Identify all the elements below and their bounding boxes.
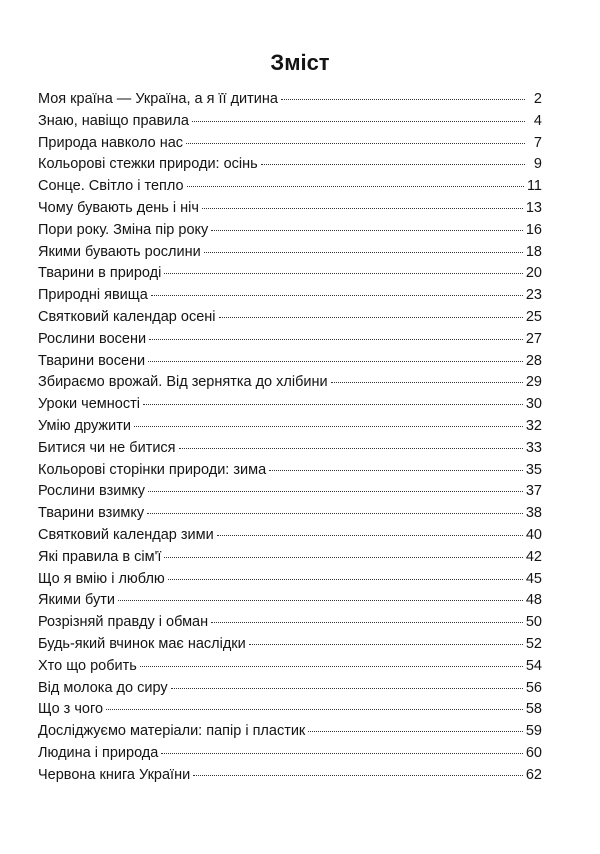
toc-entry (38, 220, 542, 242)
toc-leader-dots (148, 491, 523, 492)
toc-entry-page: 25 (525, 308, 542, 325)
toc-leader-dots (193, 775, 523, 776)
toc-entry-page: 62 (525, 766, 542, 783)
toc-entry (38, 460, 542, 482)
toc-entry-page: 7 (533, 134, 542, 151)
toc-entry (38, 721, 542, 743)
toc-entry-title: Святковий календар осені (38, 308, 216, 325)
toc-entry-page: 18 (525, 243, 542, 260)
toc-entry (38, 372, 542, 394)
toc-entry-title: Тварини в природі (38, 265, 162, 282)
toc-leader-dots (147, 513, 523, 514)
toc-entry-page: 45 (525, 570, 542, 587)
toc-entry-title: Чому бувають день і ніч (38, 199, 199, 216)
toc-entry-title: Якими бувають рослини (38, 243, 201, 260)
page-title: Зміст (270, 50, 330, 75)
toc-entry-page: 54 (525, 657, 542, 674)
toc-entry-page: 38 (525, 505, 542, 522)
toc-entry-title: Природні явища (38, 287, 148, 304)
toc-entry (38, 111, 542, 133)
toc-entry-page: 20 (525, 265, 542, 282)
toc-entry-title: Пори року. Зміна пір року (38, 221, 209, 238)
toc-entry (38, 198, 542, 220)
toc-entry (38, 416, 542, 438)
toc-entry-title: Сонце. Світло і тепло (38, 178, 184, 195)
toc-entry (38, 307, 542, 329)
toc-entry (38, 263, 542, 285)
toc-entry (38, 743, 542, 765)
toc-entry-page: 32 (525, 417, 542, 434)
toc-entry-page: 40 (525, 526, 542, 543)
toc-entry (38, 525, 542, 547)
toc-leader-dots (143, 404, 523, 405)
toc-entry-title: Святковий календар зими (38, 526, 214, 543)
toc-entry (38, 176, 542, 198)
toc-leader-dots (164, 557, 522, 558)
toc-leader-dots (151, 295, 523, 296)
toc-leader-dots (192, 121, 525, 122)
toc-leader-dots (168, 579, 523, 580)
toc-entry (38, 481, 542, 503)
toc-entry-title: Рослини взимку (38, 483, 146, 500)
toc-entry-title: Розрізняй правду і обман (38, 614, 209, 631)
toc-entry-page: 56 (525, 679, 542, 696)
toc-entry-title: Рослини восени (38, 330, 147, 347)
toc-entry-page: 58 (525, 701, 542, 718)
toc-entry-title: Що з чого (38, 701, 104, 718)
toc-entry-title: Що я вмію і люблю (38, 570, 165, 587)
toc-entry-page: 16 (525, 221, 542, 238)
toc-leader-dots (281, 99, 525, 100)
toc-entry (38, 656, 542, 678)
toc-entry (38, 590, 542, 612)
toc-leader-dots (134, 426, 523, 427)
toc-entry (38, 285, 542, 307)
toc-leader-dots (308, 731, 523, 732)
toc-entry-page: 42 (525, 548, 542, 565)
toc-entry (38, 569, 542, 591)
toc-entry (38, 765, 542, 787)
toc-entry (38, 329, 542, 351)
toc-entry-title: Тварини взимку (38, 505, 145, 522)
toc-entry-title: Досліджуємо матеріали: папір і пластик (38, 723, 306, 740)
toc-entry-page: 52 (525, 635, 542, 652)
toc-entry-title: Кольорові сторінки природи: зима (38, 461, 267, 478)
toc-entry (38, 612, 542, 634)
table-of-contents (38, 89, 542, 787)
toc-entry-page: 35 (525, 461, 542, 478)
toc-leader-dots (106, 709, 523, 710)
toc-entry-title: Знаю, навіщо правила (38, 112, 189, 129)
toc-entry (38, 503, 542, 525)
toc-leader-dots (331, 382, 523, 383)
toc-entry-page: 27 (525, 330, 542, 347)
toc-entry-page: 4 (533, 112, 542, 129)
toc-entry-page: 11 (526, 178, 542, 195)
toc-entry-title: Кольорові стежки природи: осінь (38, 156, 258, 173)
toc-leader-dots (219, 317, 523, 318)
toc-leader-dots (211, 230, 523, 231)
toc-entry-page: 33 (525, 439, 542, 456)
toc-entry-page: 59 (525, 723, 542, 740)
toc-entry-title: Природа навколо нас (38, 134, 184, 151)
toc-entry-title: Якими бути (38, 592, 115, 609)
toc-entry-title: Моя країна — Україна, а я її дитина (38, 91, 278, 107)
toc-leader-dots (171, 688, 523, 689)
toc-entry-page: 23 (525, 287, 542, 304)
toc-leader-dots (179, 448, 523, 449)
toc-leader-dots (202, 208, 523, 209)
toc-leader-dots (269, 470, 523, 471)
toc-entry-page: 60 (525, 744, 542, 761)
toc-entry-page: 9 (533, 156, 542, 173)
toc-leader-dots (164, 273, 522, 274)
toc-leader-dots (161, 753, 523, 754)
toc-entry-title: Уроки чемності (38, 396, 140, 413)
toc-leader-dots (140, 666, 523, 667)
toc-leader-dots (118, 600, 523, 601)
toc-entry (38, 678, 542, 700)
toc-leader-dots (249, 644, 523, 645)
toc-entry-title: Тварини восени (38, 352, 146, 369)
toc-entry (38, 394, 542, 416)
toc-entry-title: Які правила в сім'ї (38, 548, 162, 565)
toc-entry-page: 50 (525, 614, 542, 631)
toc-leader-dots (148, 361, 523, 362)
toc-entry-page: 29 (525, 374, 542, 391)
toc-leader-dots (149, 339, 523, 340)
toc-leader-dots (187, 186, 524, 187)
toc-entry (38, 438, 542, 460)
toc-entry-title: Умію дружити (38, 417, 131, 434)
toc-leader-dots (211, 622, 523, 623)
toc-entry-title: Людина і природа (38, 744, 159, 761)
toc-entry-page: 30 (525, 396, 542, 413)
toc-leader-dots (186, 143, 525, 144)
toc-entry (38, 547, 542, 569)
toc-leader-dots (261, 164, 525, 165)
toc-entry-title: Будь-який вчинок має наслідки (38, 635, 246, 652)
toc-entry-page: 37 (525, 483, 542, 500)
toc-entry-title: Червона книга України (38, 766, 191, 783)
toc-entry (38, 699, 542, 721)
toc-entry-page: 48 (525, 592, 542, 609)
toc-entry-page: 2 (533, 91, 542, 107)
toc-entry-page: 28 (525, 352, 542, 369)
toc-entry (38, 89, 542, 111)
toc-entry-title: Хто що робить (38, 657, 137, 674)
toc-entry (38, 634, 542, 656)
toc-entry (38, 351, 542, 373)
toc-entry-page: 13 (525, 199, 542, 216)
toc-entry (38, 242, 542, 264)
toc-entry (38, 154, 542, 176)
toc-leader-dots (204, 252, 523, 253)
toc-entry-title: Битися чи не битися (38, 439, 176, 456)
toc-entry (38, 133, 542, 155)
toc-entry-title: Від молока до сиру (38, 679, 168, 696)
toc-leader-dots (217, 535, 523, 536)
toc-entry-title: Збираємо врожай. Від зернятка до хлібини (38, 374, 328, 391)
